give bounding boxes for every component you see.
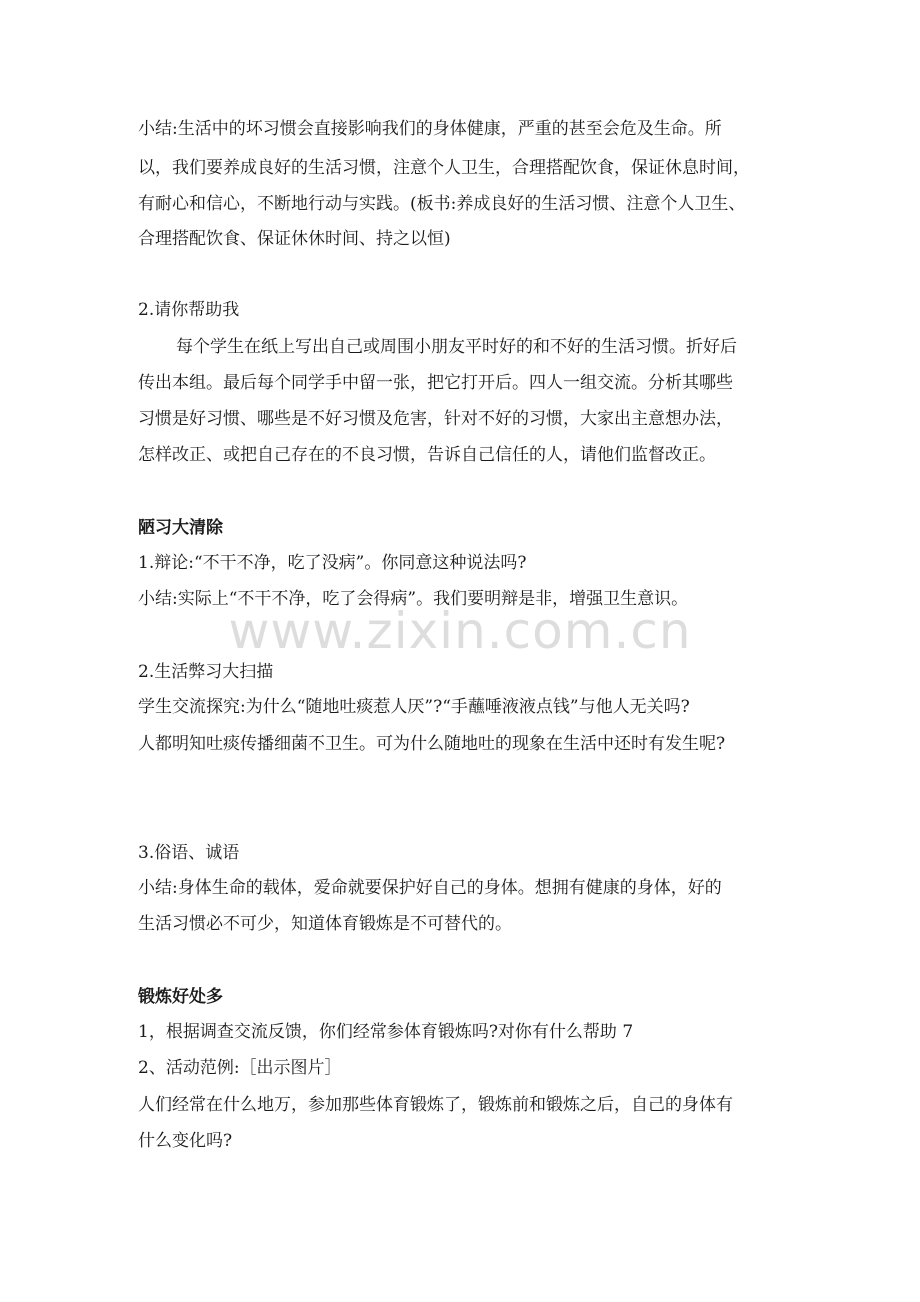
help-me-line-4: 怎样改正、或把自己存在的不良习惯，告诉自己信任的人，请他们监督改正。 xyxy=(138,445,716,465)
habit-scan-title: 2.生活弊习大扫描 xyxy=(138,662,274,682)
summary-line-2: 以，我们要养成良好的生活习惯，注意个人卫生，合理搭配饮食，保证休息时间， xyxy=(138,158,750,178)
help-me-line-2: 传出本组。最后每个同学手中留一张，把它打开后。四人一组交流。分析其哪些 xyxy=(138,373,733,393)
exercise-item-2: 2、活动范例:［出示图片］ xyxy=(138,1058,342,1078)
section-heading-exercise: 锻炼好处多 xyxy=(138,987,223,1007)
summary-line-4: 合理搭配饮食、保证休休时间、持之以恒) xyxy=(138,229,451,249)
exercise-item-2-line-2: 什么变化吗? xyxy=(138,1131,233,1151)
exercise-item-1: 1，根据调查交流反馈，你们经常参体育锻炼吗?对你有什么帮助 7 xyxy=(138,1022,634,1042)
summary-line-1: 小结:生活中的坏习惯会直接影响我们的身体健康，严重的甚至会危及生命。所 xyxy=(138,119,722,139)
proverb-title: 3.俗语、诚语 xyxy=(138,843,240,863)
help-me-title: 2.请你帮助我 xyxy=(138,300,240,320)
help-me-line-3: 习惯是好习惯、哪些是不好习惯及危害，针对不好的习惯，大家出主意想办法， xyxy=(138,409,733,429)
debate-question: 1.辩论:“不干不净，吃了没病”。你同意这种说法吗? xyxy=(138,553,527,573)
watermark: www.zixin.com.cn xyxy=(228,602,692,660)
habit-scan-line-2: 人都明知吐痰传播细菌不卫生。可为什么随地吐的现象在生活中还时有发生呢? xyxy=(138,734,726,754)
help-me-line-1: 每个学生在纸上写出自己或周围小朋友平时好的和不好的生活习惯。折好后 xyxy=(176,337,737,357)
habit-scan-line-1: 学生交流探究:为什么“随地吐痰惹人厌”?“手蘸唾液液点钱”与他人无关吗? xyxy=(138,697,690,717)
exercise-item-2-line-1: 人们经常在什么地万，参加那些体育锻炼了，锻炼前和锻炼之后，自己的身体有 xyxy=(138,1095,733,1115)
proverb-summary-line-2: 生活习惯必不可少，知道体育锻炼是不可替代的。 xyxy=(138,914,512,934)
section-heading-bad-habits: 陋习大清除 xyxy=(138,518,223,538)
summary-line-3: 有耐心和信心，不断地行动与实践。(板书:养成良好的生活习惯、注意个人卫生、 xyxy=(138,194,746,214)
debate-summary: 小结:实际上“不干不净，吃了会得病”。我们要明辩是非，增强卫生意识。 xyxy=(138,589,689,609)
proverb-summary-line-1: 小结:身体生命的载体，爱命就要保护好自己的身体。想拥有健康的身体，好的 xyxy=(138,878,722,898)
